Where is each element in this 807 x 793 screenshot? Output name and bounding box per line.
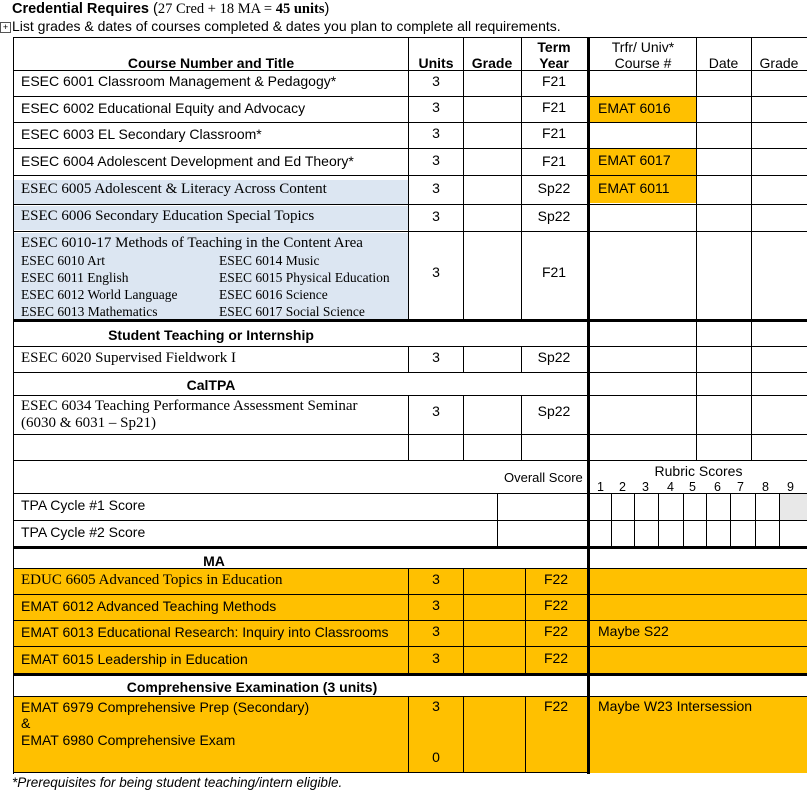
units-value: 3 xyxy=(432,152,440,168)
section-heading: MA xyxy=(203,553,225,569)
instructions: + List grades & dates of courses completed & dates you plan to complete all requirements. xyxy=(0,18,561,34)
grid-line xyxy=(730,493,731,546)
term-value: F21 xyxy=(541,99,567,115)
grid-line xyxy=(13,231,807,232)
tpa-cycle-2-label: TPA Cycle #2 Score xyxy=(21,524,146,540)
methods-item: ESEC 6010 Art xyxy=(21,253,106,268)
grid-line xyxy=(13,620,807,621)
grid-line xyxy=(611,493,612,546)
grid-line xyxy=(13,772,588,773)
course-title: ESEC 6020 Supervised Fieldwork I xyxy=(21,350,236,366)
units-value: 0 xyxy=(432,749,440,765)
rubric-number: 6 xyxy=(714,480,721,494)
course-title: ESEC 6004 Adolescent Development and Ed Theory* xyxy=(21,153,354,169)
methods-item: ESEC 6012 World Language xyxy=(21,287,178,302)
grid-line xyxy=(13,594,807,595)
course-title: ESEC 6002 Educational Equity and Advocacy xyxy=(21,100,306,116)
grid-line xyxy=(706,493,707,546)
units-value: 3 xyxy=(432,403,440,419)
col-units: Units xyxy=(418,55,454,71)
methods-item: ESEC 6013 Mathematics xyxy=(21,304,158,319)
grid-line xyxy=(13,520,807,521)
rubric-number: 7 xyxy=(737,480,744,494)
footnote: *Prerequisites for being student teaching/intern eligible. xyxy=(12,775,343,790)
units-value: 3 xyxy=(432,623,440,639)
term-value: F21 xyxy=(541,73,567,89)
term-value: F22 xyxy=(543,650,569,666)
trfr-value: Maybe W23 Intersession xyxy=(598,698,753,714)
grid-line xyxy=(658,493,659,546)
units-value: 3 xyxy=(432,349,440,365)
methods-item: ESEC 6011 English xyxy=(21,270,129,285)
methods-item: ESEC 6016 Science xyxy=(219,287,328,302)
term-value: F22 xyxy=(543,597,569,613)
grid-line xyxy=(13,673,807,676)
col-date: Date xyxy=(708,55,739,71)
term-value: F22 xyxy=(543,623,569,639)
term-value: Sp22 xyxy=(537,403,571,419)
trfr-value: Maybe S22 xyxy=(598,623,669,639)
grid-line xyxy=(497,493,498,546)
rubric-fill xyxy=(779,494,807,521)
grid-line xyxy=(13,372,807,373)
course-title: ESEC 6001 Classroom Management & Pedagogy* xyxy=(21,73,337,89)
expand-icon[interactable]: + xyxy=(0,22,11,33)
course-title: ESEC 6005 Adolescent & Literacy Across Content xyxy=(21,181,327,197)
grid-line xyxy=(13,175,807,176)
methods-item: ESEC 6017 Social Science xyxy=(219,304,365,319)
term-value: Sp22 xyxy=(537,349,571,365)
term-value: F21 xyxy=(541,153,567,169)
overall-score-label: Overall Score xyxy=(504,470,583,485)
units-value: 3 xyxy=(432,597,440,613)
term-value: Sp22 xyxy=(537,208,571,224)
units-value: 3 xyxy=(432,73,440,89)
grid-line xyxy=(755,493,756,546)
grid-line xyxy=(13,546,807,549)
course-title: ESEC 6003 EL Secondary Classroom* xyxy=(21,126,262,142)
course-title: EMAT 6980 Comprehensive Exam xyxy=(21,732,236,748)
col-grade2: Grade xyxy=(759,55,799,71)
grid-line xyxy=(13,346,807,347)
course-title: ESEC 6006 Secondary Education Special Topics xyxy=(21,208,315,224)
col-year: Year xyxy=(539,55,569,71)
methods-item: ESEC 6015 Physical Education xyxy=(219,270,390,285)
rubric-number: 1 xyxy=(597,480,604,494)
rubric-number: 9 xyxy=(787,480,794,494)
rubric-number: 5 xyxy=(689,480,696,494)
rubric-number: 8 xyxy=(762,480,769,494)
grid-line xyxy=(751,37,752,460)
units-value: 3 xyxy=(432,571,440,587)
units-value: 3 xyxy=(432,264,440,280)
methods-item: ESEC 6014 Music xyxy=(219,253,320,268)
col-course: Course Number and Title xyxy=(127,55,295,71)
section-heading: Comprehensive Examination (3 units) xyxy=(126,679,378,695)
term-value: F21 xyxy=(541,125,567,141)
col-trfr: Trfr/ Univ* xyxy=(611,39,675,55)
col-term: Term xyxy=(537,39,571,55)
rubric-scores-label: Rubric Scores xyxy=(654,463,743,479)
course-title: EMAT 6013 Educational Research: Inquiry into Classrooms xyxy=(21,624,389,640)
grid-line xyxy=(13,204,807,205)
section-heading: Student Teaching or Internship xyxy=(108,327,314,343)
units-value: 3 xyxy=(432,99,440,115)
trfr-value: EMAT 6017 xyxy=(598,152,671,168)
col-course-num: Course # xyxy=(614,55,672,71)
term-value: F21 xyxy=(541,264,567,280)
grid-line xyxy=(13,646,807,647)
col-grade: Grade xyxy=(471,55,513,71)
grid-line xyxy=(13,148,807,149)
trfr-value: EMAT 6011 xyxy=(598,180,670,196)
term-value: Sp22 xyxy=(537,180,571,196)
grid-line xyxy=(13,460,807,461)
course-title: EMAT 6979 Comprehensive Prep (Secondary) xyxy=(21,699,310,715)
form-title: Credential Requires (27 Cred + 18 MA = 45 units) xyxy=(12,1,330,17)
grid-line xyxy=(779,493,780,546)
grid-line xyxy=(634,493,635,546)
section-heading: CalTPA xyxy=(186,377,236,393)
term-value: F22 xyxy=(543,571,569,587)
rubric-number: 4 xyxy=(667,480,674,494)
course-title: ESEC 6034 Teaching Performance Assessment Seminar xyxy=(21,398,358,414)
units-value: 3 xyxy=(432,180,440,196)
rubric-number: 2 xyxy=(619,480,626,494)
course-title: EMAT 6012 Advanced Teaching Methods xyxy=(21,598,277,614)
trfr-value: EMAT 6016 xyxy=(598,100,671,116)
units-value: 3 xyxy=(432,650,440,666)
grid-line xyxy=(13,122,807,123)
grid-line xyxy=(683,493,684,546)
course-title: (6030 & 6031 – Sp21) xyxy=(21,415,156,431)
term-value: F22 xyxy=(543,698,569,714)
grid-line xyxy=(13,434,807,435)
grid-line xyxy=(696,37,697,460)
grid-line xyxy=(13,37,807,38)
rubric-number: 3 xyxy=(642,480,649,494)
course-title: & xyxy=(21,715,31,731)
course-title: EMAT 6015 Leadership in Education xyxy=(21,651,248,667)
tpa-cycle-1-label: TPA Cycle #1 Score xyxy=(21,497,146,513)
units-value: 3 xyxy=(432,208,440,224)
methods-title: ESEC 6010-17 Methods of Teaching in the Content Area xyxy=(21,235,363,251)
grid-line xyxy=(13,493,807,494)
course-title: EDUC 6605 Advanced Topics in Education xyxy=(21,572,283,588)
grid-line xyxy=(13,696,807,697)
grid-line xyxy=(13,96,807,97)
units-value: 3 xyxy=(432,698,440,714)
grid-line xyxy=(13,395,807,396)
units-value: 3 xyxy=(432,125,440,141)
